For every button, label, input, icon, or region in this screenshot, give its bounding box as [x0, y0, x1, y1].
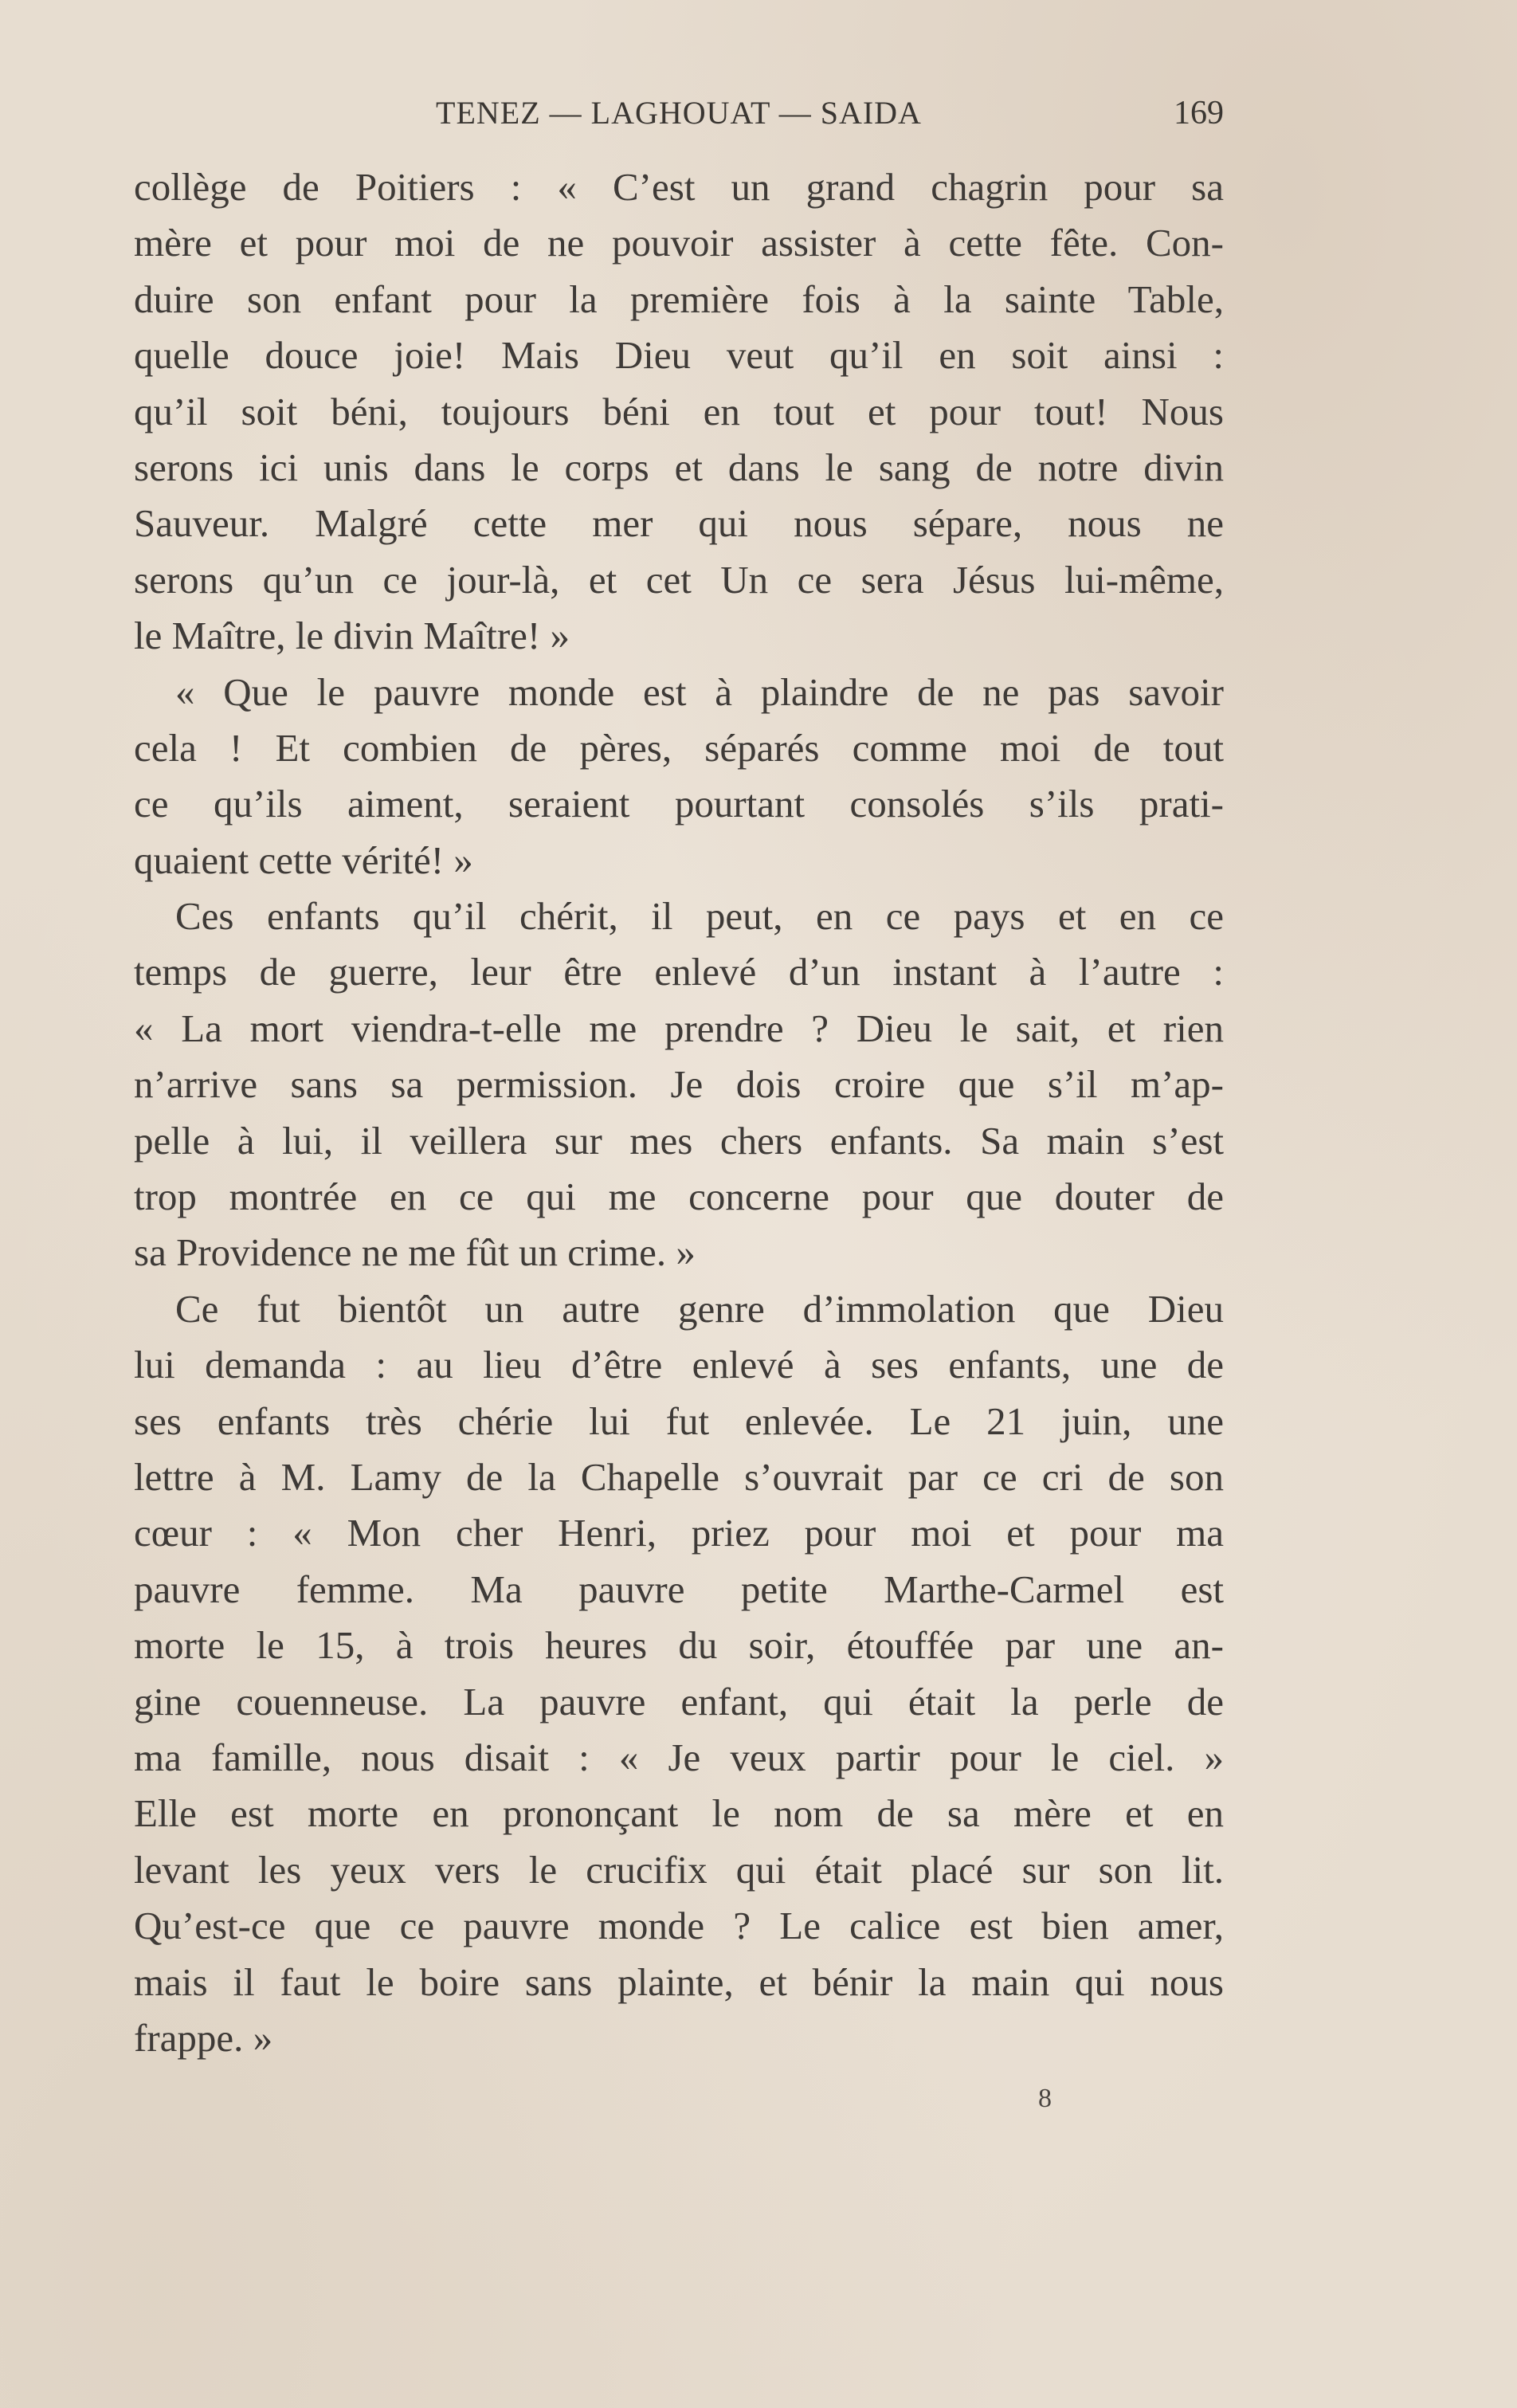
text-line: Ces enfants qu’il chérit, il peut, en ce pays et en ce [175, 894, 1224, 939]
text-line: frappe. » [134, 2015, 273, 2060]
text-line: Elle est morte en prononçant le nom de sa mère et en [134, 1791, 1224, 1836]
text-line: Ce fut bientôt un autre genre d’immolation que Dieu [175, 1286, 1224, 1331]
page-number: 169 [1174, 95, 1224, 131]
text-line: ce qu’ils aiment, seraient pourtant consolés s’ils prati- [134, 782, 1224, 826]
text-line: « La mort viendra-t-elle me prendre ? Dieu le sait, et rien [134, 1006, 1224, 1050]
page-header [134, 94, 1224, 142]
text-line: mais il faut le boire sans plainte, et bénir la main qui nous [134, 1959, 1224, 2004]
text-line: serons qu’un ce jour-là, et cet Un ce sera Jésus lui-même, [134, 557, 1224, 602]
body-text [134, 159, 1224, 2066]
signature-mark: 8 [1038, 2084, 1052, 2113]
text-line: gine couenneuse. La pauvre enfant, qui était la perle de [134, 1679, 1224, 1724]
text-line: lettre à M. Lamy de la Chapelle s’ouvrait par ce cri de son [134, 1454, 1224, 1499]
text-line: Qu’est-ce que ce pauvre monde ? Le calice est bien amer, [134, 1904, 1224, 1948]
text-line: quelle douce joie! Mais Dieu veut qu’il en soit ainsi : [134, 333, 1224, 378]
text-line: ma famille, nous disait : « Je veux partir pour le ciel. » [134, 1735, 1224, 1779]
text-line: le Maître, le divin Maître! » [134, 614, 570, 658]
text-line: qu’il soit béni, toujours béni en tout et pour tout! Nous [134, 389, 1224, 433]
text-line: Sauveur. Malgré cette mer qui nous sépare, nous ne [134, 501, 1224, 546]
text-line: pauvre femme. Ma pauvre petite Marthe-Carmel est [134, 1567, 1224, 1611]
text-line: « Que le pauvre monde est à plaindre de ne pas savoir [175, 669, 1224, 714]
text-line: ses enfants très chérie lui fut enlevée. Le 21 juin, une [134, 1398, 1224, 1443]
text-line: sa Providence ne me fût un crime. » [134, 1230, 696, 1275]
text-line: pelle à lui, il veillera sur mes chers enfants. Sa main s’est [134, 1118, 1224, 1163]
text-line: cœur : « Mon cher Henri, priez pour moi et pour ma [134, 1511, 1224, 1555]
text-line: duire son enfant pour la première fois à la sainte Table, [134, 276, 1224, 321]
text-line: n’arrive sans sa permission. Je dois croire que s’il m’ap- [134, 1062, 1224, 1107]
text-line: trop montrée en ce qui me concerne pour que douter de [134, 1175, 1224, 1219]
text-line: serons ici unis dans le corps et dans le sang de notre divin [134, 445, 1224, 489]
text-line: collège de Poitiers : « C’est un grand chagrin pour sa [134, 165, 1224, 209]
text-line: lui demanda : au lieu d’être enlevé à ses enfants, une de [134, 1343, 1224, 1387]
text-line: temps de guerre, leur être enlevé d’un instant à l’autre : [134, 950, 1224, 994]
text-line: cela ! Et combien de pères, séparés comme moi de tout [134, 725, 1224, 770]
text-line: quaient cette vérité! » [134, 837, 473, 882]
text-line: mère et pour moi de ne pouvoir assister à cette fête. Con- [134, 221, 1224, 265]
text-line: morte le 15, à trois heures du soir, étouffée par une an- [134, 1623, 1224, 1668]
running-title: TENEZ — LAGHOUAT — SAIDA [436, 95, 922, 131]
text-line: levant les yeux vers le crucifix qui était placé sur son lit. [134, 1847, 1224, 1892]
